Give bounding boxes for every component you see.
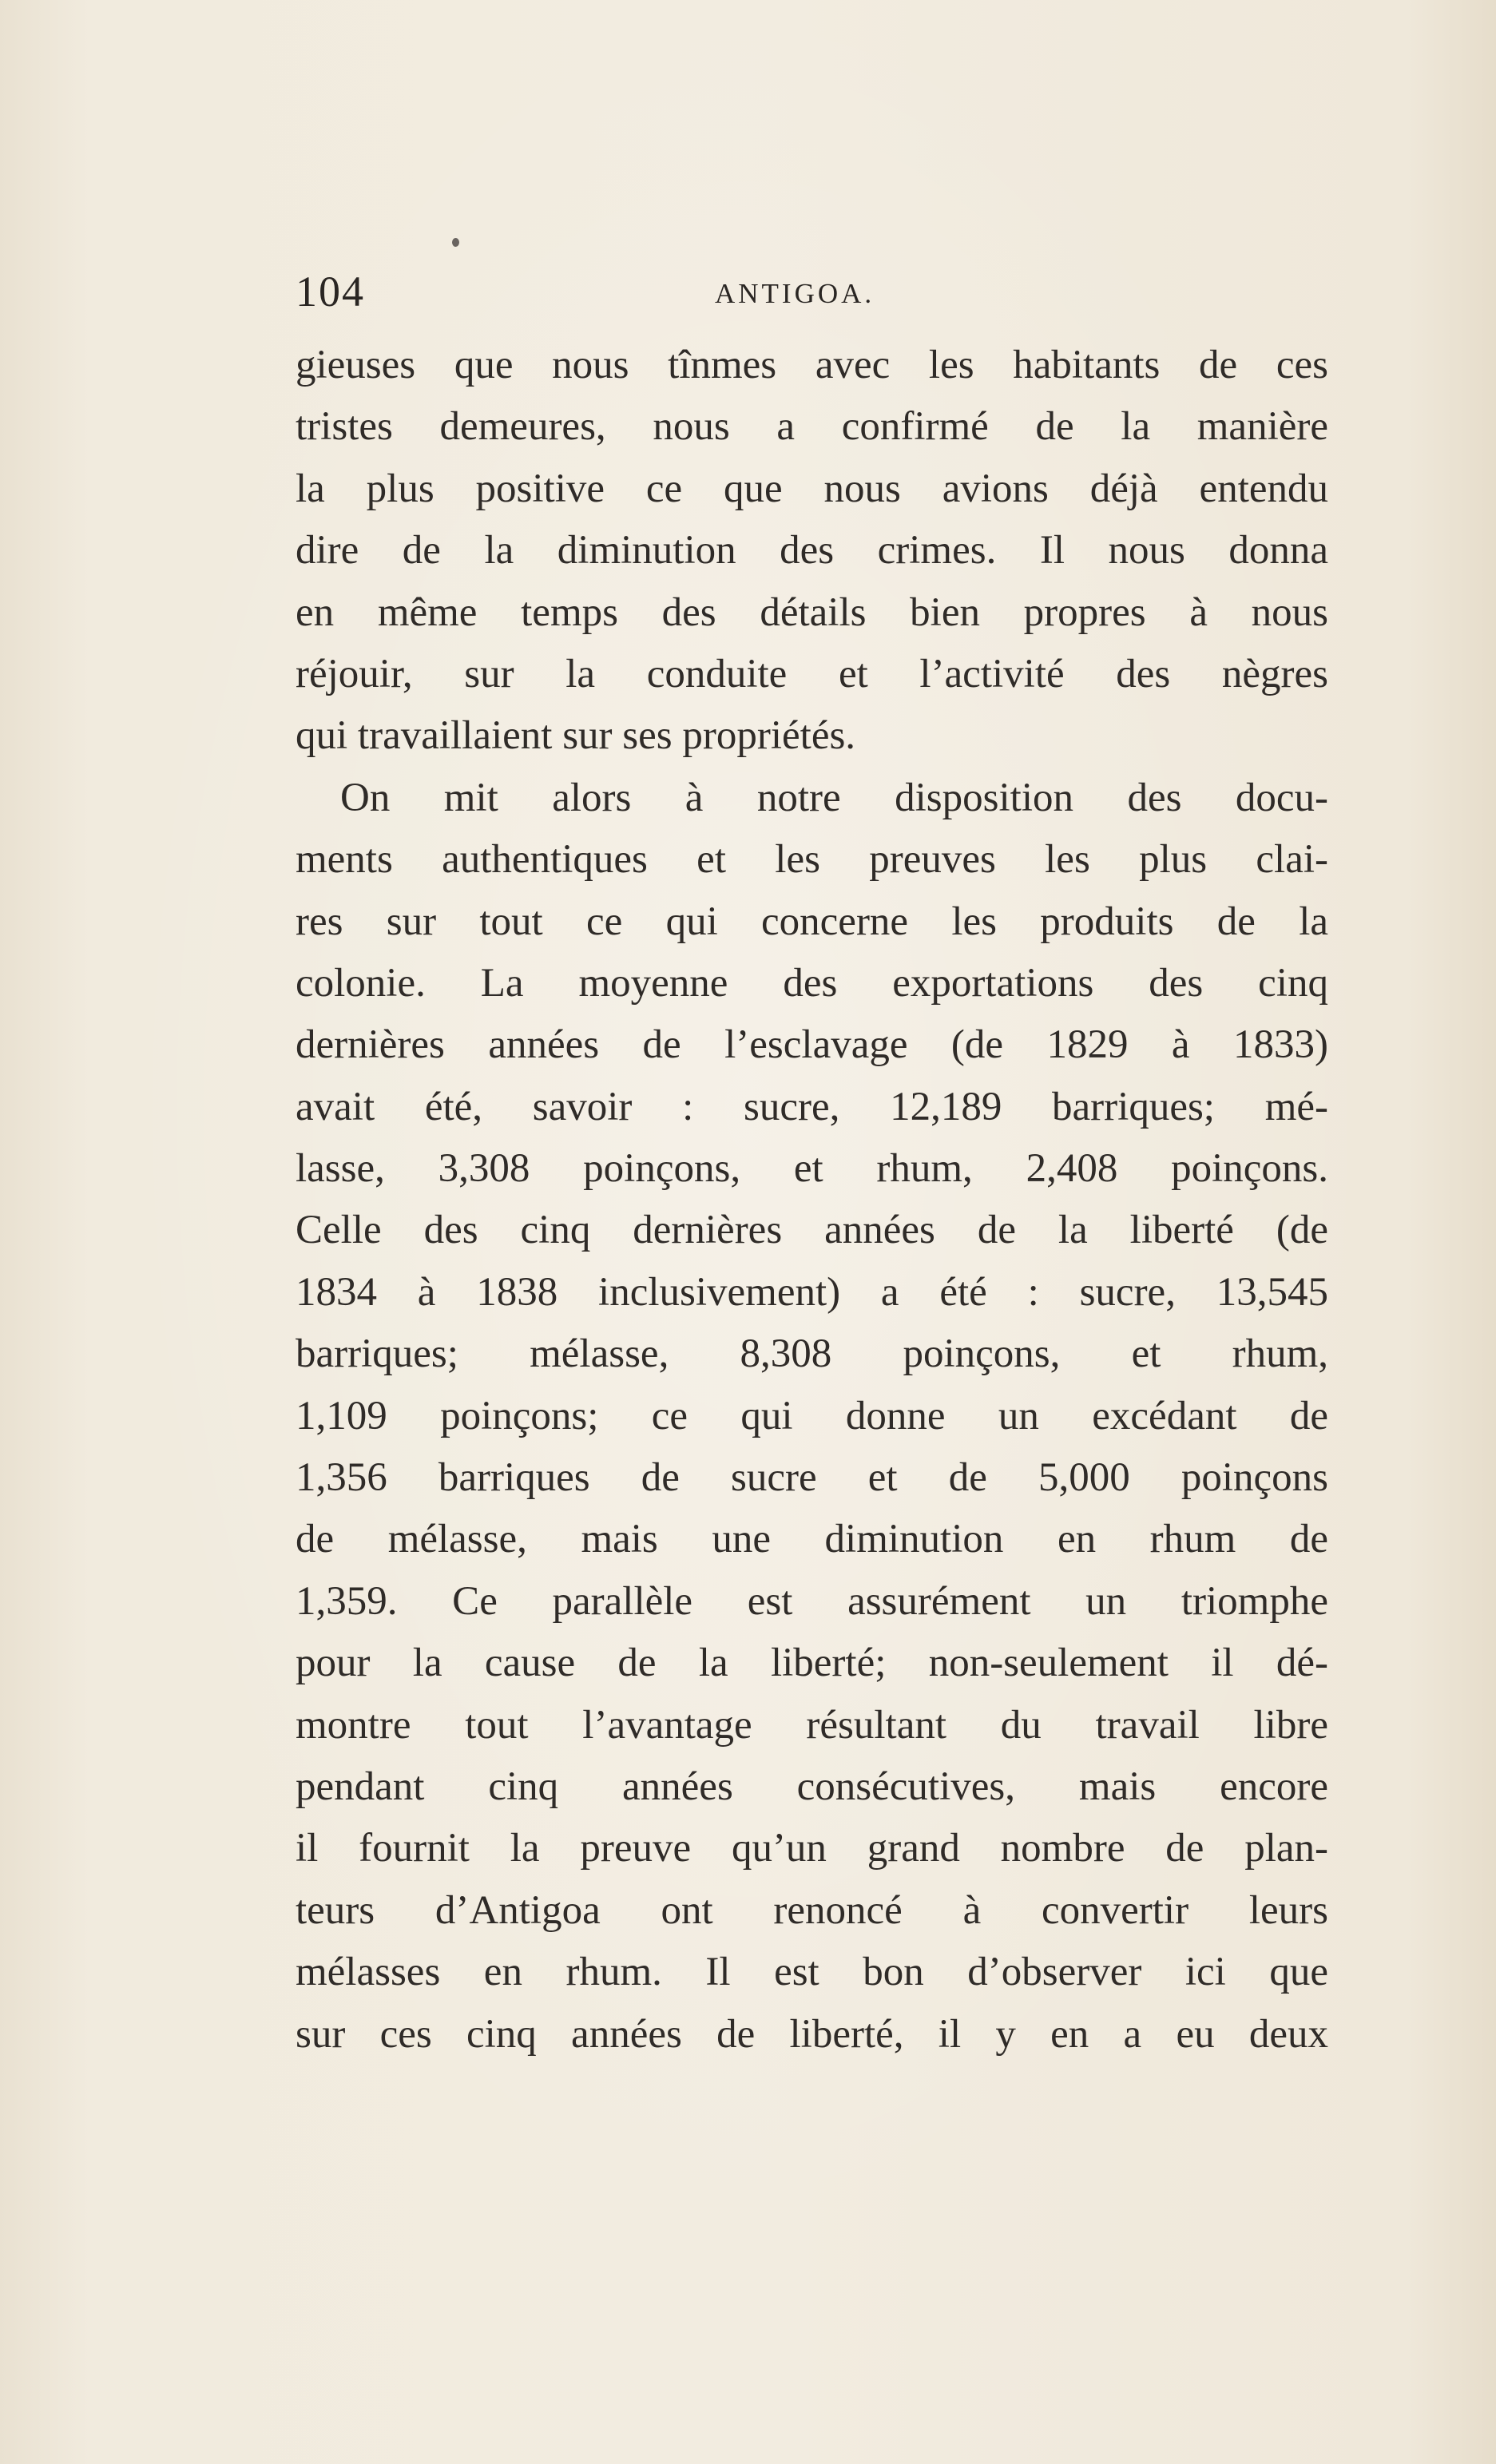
text-line: colonie. La moyenne des exportations des cinq bbox=[296, 960, 1328, 1006]
text-line: 1,109 poinçons; ce qui donne un excédant de bbox=[296, 1393, 1328, 1438]
text-line: 1,356 barriques de sucre et de 5,000 poinçons bbox=[296, 1455, 1328, 1501]
text-line: montre tout l’avantage résultant du travail libre bbox=[296, 1702, 1328, 1748]
text-line: 1,359. Ce parallèle est assurément un triomphe bbox=[296, 1578, 1328, 1624]
text-line: mélasses en rhum. Il est bon d’observer ici que bbox=[296, 1950, 1328, 1995]
text-line: tristes demeures, nous a confirmé de la manière bbox=[296, 404, 1328, 450]
paragraph-start-line: On mit alors à notre disposition des docu- bbox=[340, 775, 1328, 820]
text-line: Celle des cinq dernières années de la liberté (de bbox=[296, 1208, 1328, 1253]
text-line: dernières années de l’esclavage (de 1829 à 1833) bbox=[296, 1022, 1328, 1068]
running-head: ANTIGOA. bbox=[715, 278, 875, 309]
text-line: res sur tout ce qui concerne les produits de la bbox=[296, 899, 1328, 944]
text-line: pour la cause de la liberté; non-seulement il dé- bbox=[296, 1641, 1328, 1686]
text-line: 1834 à 1838 inclusivement) a été : sucre, 13,545 bbox=[296, 1269, 1328, 1315]
text-line: avait été, savoir : sucre, 12,189 barriques; mé- bbox=[296, 1084, 1328, 1129]
text-line: il fournit la preuve qu’un grand nombre de plan- bbox=[296, 1826, 1328, 1871]
text-line: la plus positive ce que nous avions déjà entendu bbox=[296, 466, 1328, 511]
page-header bbox=[296, 264, 1328, 319]
text-line: ments authentiques et les preuves les plus clai- bbox=[296, 837, 1328, 883]
text-line: dire de la diminution des crimes. Il nous donna bbox=[296, 528, 1328, 573]
text-line: réjouir, sur la conduite et l’activité des nègres bbox=[296, 651, 1328, 696]
text-line: sur ces cinq années de liberté, il y en a eu deux bbox=[296, 2011, 1328, 2057]
text-line: barriques; mélasse, 8,308 poinçons, et rhum, bbox=[296, 1331, 1328, 1377]
page-number: 104 bbox=[296, 268, 365, 315]
body-text bbox=[296, 335, 1328, 2065]
text-line: de mélasse, mais une diminution en rhum de bbox=[296, 1517, 1328, 1562]
text-line: teurs d’Antigoa ont renoncé à convertir leurs bbox=[296, 1887, 1328, 1933]
text-line: gieuses que nous tînmes avec les habitants de ces bbox=[296, 343, 1328, 387]
ink-spot bbox=[452, 238, 459, 247]
text-line: pendant cinq années consécutives, mais encore bbox=[296, 1764, 1328, 1809]
text-line: en même temps des détails bien propres à nous bbox=[296, 589, 1328, 635]
text-line: lasse, 3,308 poinçons, et rhum, 2,408 poinçons. bbox=[296, 1146, 1328, 1192]
text-line: qui travaillaient sur ses propriétés. bbox=[296, 713, 856, 759]
